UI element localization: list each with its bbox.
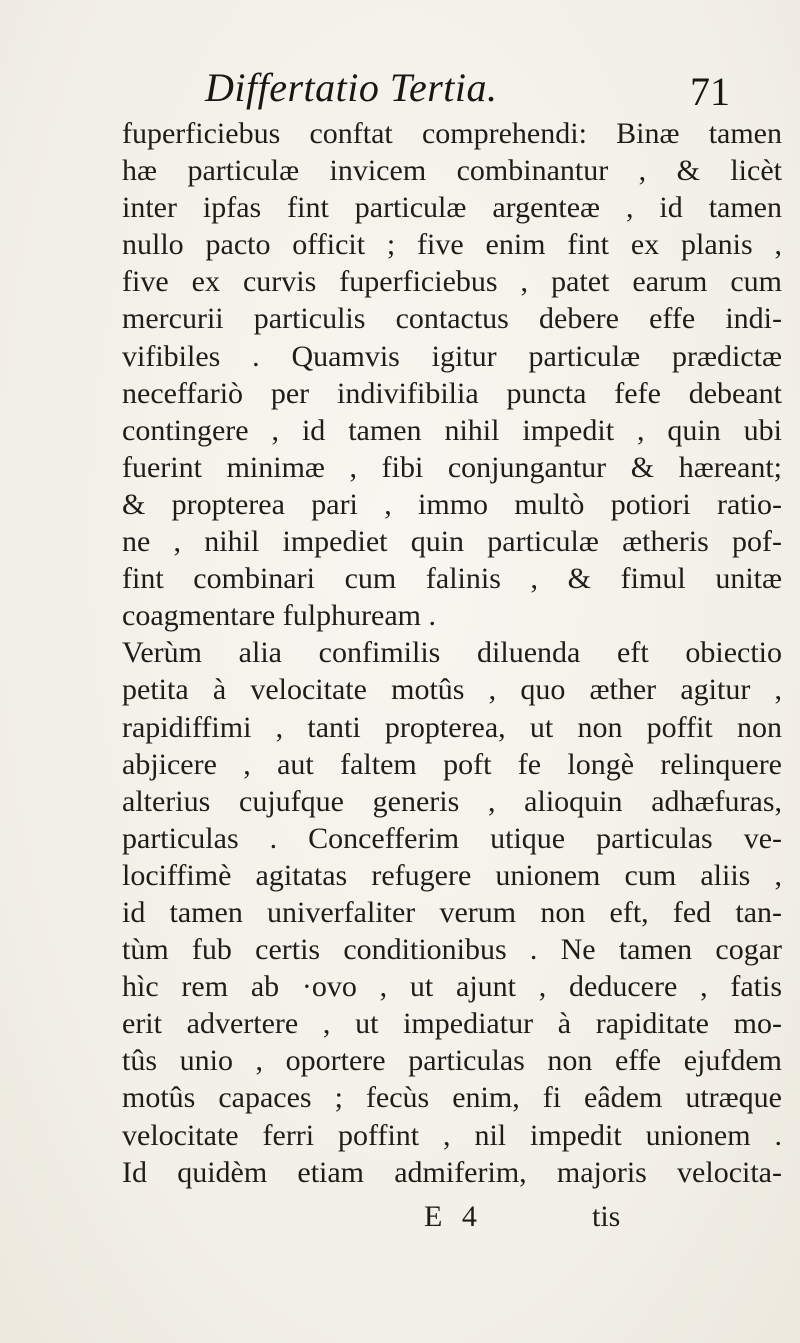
catchword: tis [592, 1200, 621, 1233]
text-line: Verùm alia confimilis diluenda eft obiectio [122, 636, 782, 670]
text-line: & propterea pari , immo multò potiori ratio- [122, 487, 782, 521]
text-line: ne , nihil impediet quin particulæ ætheris pof- [122, 525, 782, 559]
text-line: id tamen univerfaliter verum non eft, fed tan- [122, 895, 782, 929]
page-number: 71 [690, 69, 730, 114]
text-line: Id quidèm etiam admiferim, majoris velocita- [122, 1155, 782, 1189]
text-line: velocitate ferri poffint , nil impedit unionem . [122, 1118, 782, 1152]
text-line: petita à velocitate motûs , quo æther agitur , [122, 673, 782, 707]
text-line: hìc rem ab ·ovo , ut ajunt , deducere , fatis [122, 970, 782, 1004]
text-line: abjicere , aut faltem poft fe longè relinquere [122, 747, 782, 781]
text-line: neceffariò per indivifibilia puncta fefe debeant [122, 376, 782, 410]
text-line: contingere , id tamen nihil impedit , quin ubi [122, 413, 782, 447]
page-footer [0, 1200, 800, 1240]
text-line: fuerint minimæ , fibi conjungantur & hæreant; [122, 450, 782, 484]
text-line: hæ particulæ invicem combinantur , & licèt [122, 154, 782, 188]
running-title: Differtatio Tertia. [205, 65, 498, 110]
text-line: lociffimè agitatas refugere unionem cum aliis , [122, 858, 782, 892]
text-line: vifibiles . Quamvis igitur particulæ prædictæ [122, 339, 782, 373]
text-line: motûs capaces ; fecùs enim, fi eâdem utræque [122, 1081, 782, 1115]
text-line: alterius cujufque generis , alioquin adhæfuras, [122, 784, 782, 818]
text-line: rapidiffimi , tanti propterea, ut non poffit non [122, 710, 782, 744]
text-line: nullo pacto officit ; five enim fint ex planis , [122, 228, 782, 262]
text-line: tùm fub certis conditionibus . Ne tamen cogar [122, 933, 782, 967]
text-line: tûs unio , oportere particulas non effe ejufdem [122, 1044, 782, 1078]
text-line: fuperficiebus conftat comprehendi: Binæ tamen [122, 117, 782, 150]
text-line: coagmentare fulphuream . [122, 599, 437, 633]
text-line: inter ipfas fint particulæ argenteæ , id tamen [122, 191, 782, 225]
text-line: particulas . Concefferim utique particulas ve- [122, 821, 782, 855]
text-line: fint combinari cum falinis , & fimul unitæ [122, 562, 782, 596]
text-line: five ex curvis fuperficiebus , patet earum cum [122, 265, 782, 299]
text-line: mercurii particulis contactus debere effe indi- [122, 302, 782, 336]
body-text [122, 115, 782, 1191]
signature-mark: E 4 [424, 1200, 483, 1233]
text-line: erit advertere , ut impediatur à rapiditate mo- [122, 1007, 782, 1041]
